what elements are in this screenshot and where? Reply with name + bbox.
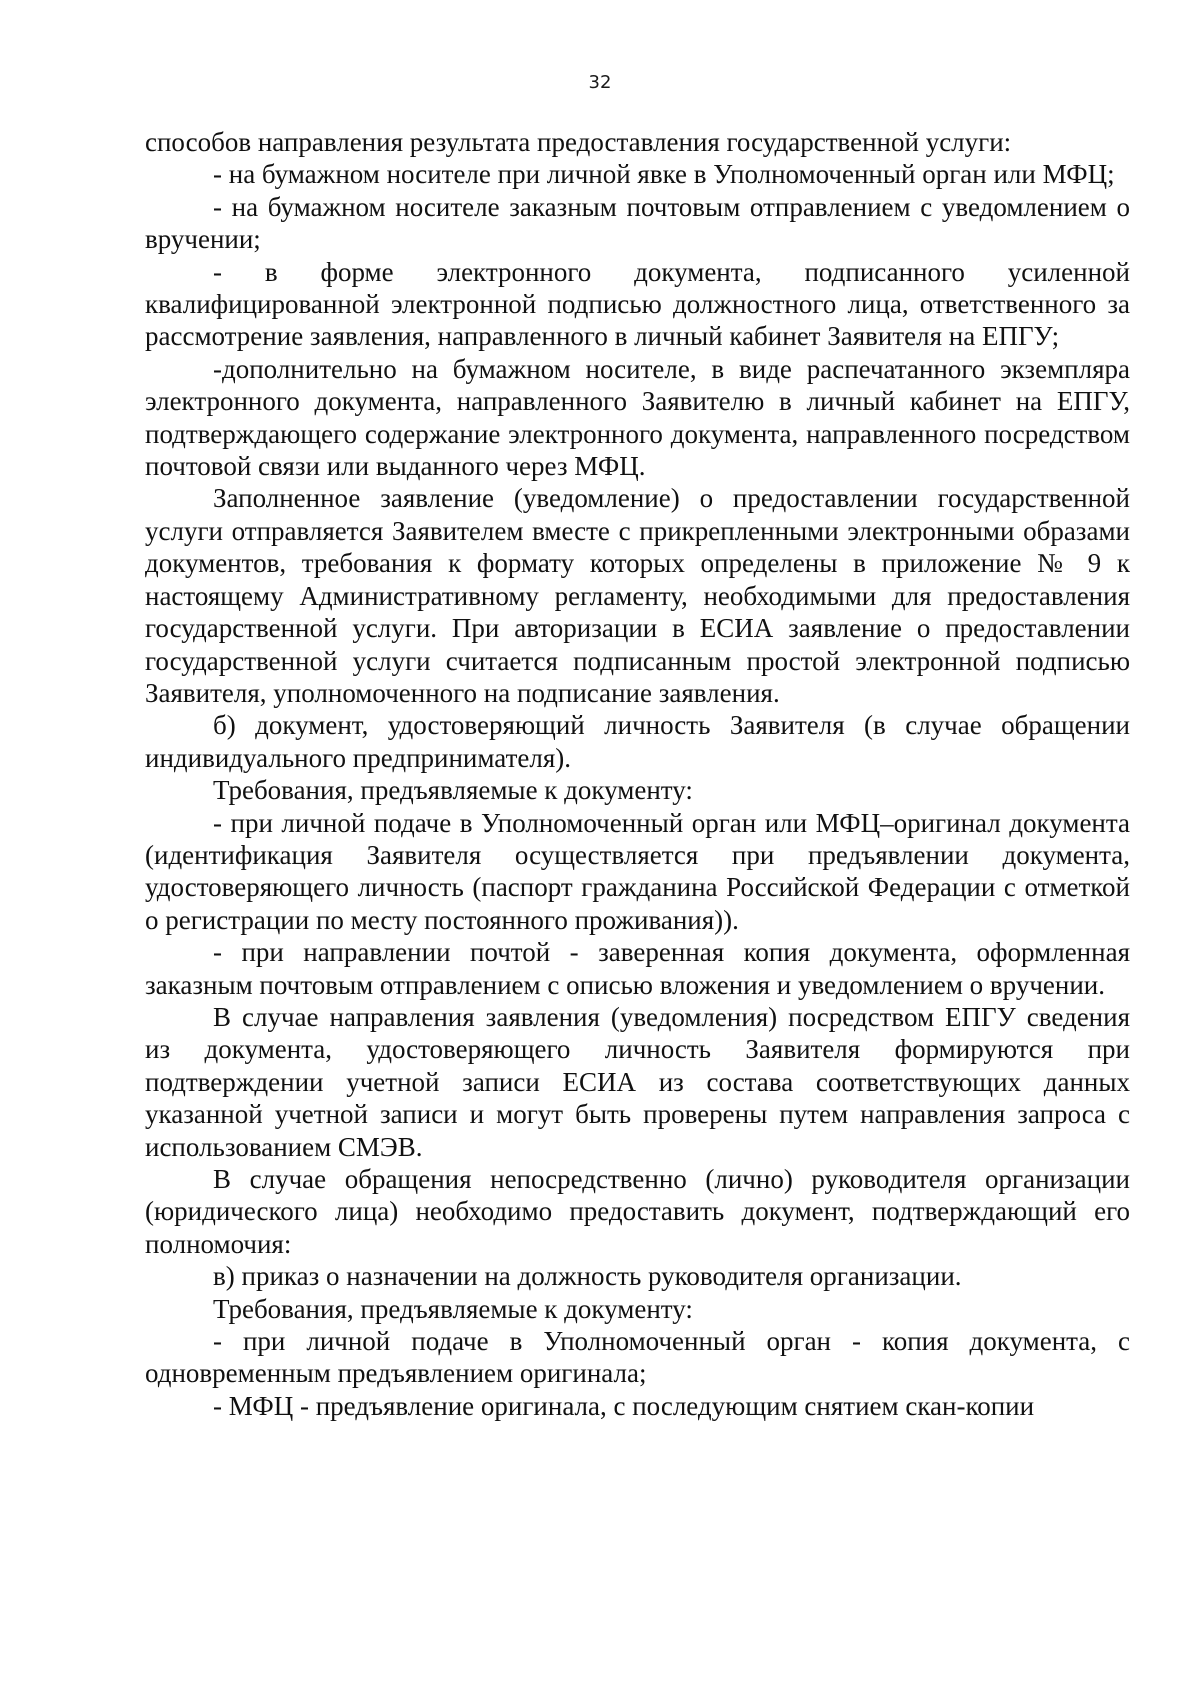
paragraph: способов направления результата предоставления государственной услуги:: [145, 127, 1012, 157]
paragraph: б) документ, удостоверяющий личность Заявителя (в случае обращении индивидуального предпринимателя).: [145, 710, 1130, 773]
paragraph: - при направлении почтой - заверенная копия документа, оформленная заказным почтовым отправлением с описью вложения и уведомлением о вручении.: [145, 937, 1130, 1000]
paragraph: - при личной подаче в Уполномоченный орган - копия документа, с одновременным предъявлением оригинала;: [145, 1326, 1130, 1389]
document-body: [145, 126, 1130, 1422]
page-number: 32: [588, 72, 612, 93]
paragraph: - в форме электронного документа, подписанного усиленной квалифицированной электронной подписью должностного лица, ответственного за рассмотрение заявления, направленного в личный кабинет Заявителя на ЕПГУ;: [145, 256, 1130, 352]
paragraph: -дополнительно на бумажном носителе, в виде распечатанного экземпляра электронного документа, направленного Заявителю в личный кабинет на ЕПГУ, подтверждающего содержание электронного документа, направленного посредством почтовой связи или выданного через МФЦ.: [145, 353, 1130, 482]
paragraph: - МФЦ - предъявление оригинала, с последующим снятием скан-копии: [213, 1390, 1035, 1421]
paragraph: Заполненное заявление (уведомление) о предоставлении государственной услуги отправляется Заявителем вместе с прикрепленными электронными образами документов, требования к формату которых определены в приложение № 9 к настоящему Административному регламенту, необходимыми для предоставления государственной услуги. При авторизации в ЕСИА заявление о предоставлении государственной услуги считается подписанным простой электронной подписью Заявителя, уполномоченного на подписание заявления.: [145, 483, 1130, 708]
paragraph: - при личной подаче в Уполномоченный орган или МФЦ–оригинал документа (идентификация Заявителя осуществляется при предъявлении документа, удостоверяющего личность (паспорт гражданина Российской Федерации с отметкой о регистрации по месту постоянного проживания)).: [145, 807, 1130, 935]
paragraph: в) приказ о назначении на должность руководителя организации.: [213, 1261, 962, 1292]
paragraph: - на бумажном носителе заказным почтовым отправлением с уведомлением о вручении;: [145, 191, 1130, 255]
paragraph: Требования, предъявляемые к документу:: [213, 1293, 693, 1324]
paragraph: Требования, предъявляемые к документу:: [213, 775, 693, 806]
paragraph: - на бумажном носителе при личной явке в Уполномоченный орган или МФЦ;: [213, 159, 1115, 190]
paragraph: В случае направления заявления (уведомления) посредством ЕПГУ сведения из документа, удостоверяющего личность Заявителя формируются при подтверждении учетной записи ЕСИА из состава соответствующих данных указанной учетной записи и могут быть проверены путем направления запроса с использованием СМЭВ.: [145, 1001, 1130, 1162]
paragraph: В случае обращения непосредственно (лично) руководителя организации (юридического лица) необходимо предоставить документ, подтверждающий его полномочия:: [145, 1164, 1130, 1259]
